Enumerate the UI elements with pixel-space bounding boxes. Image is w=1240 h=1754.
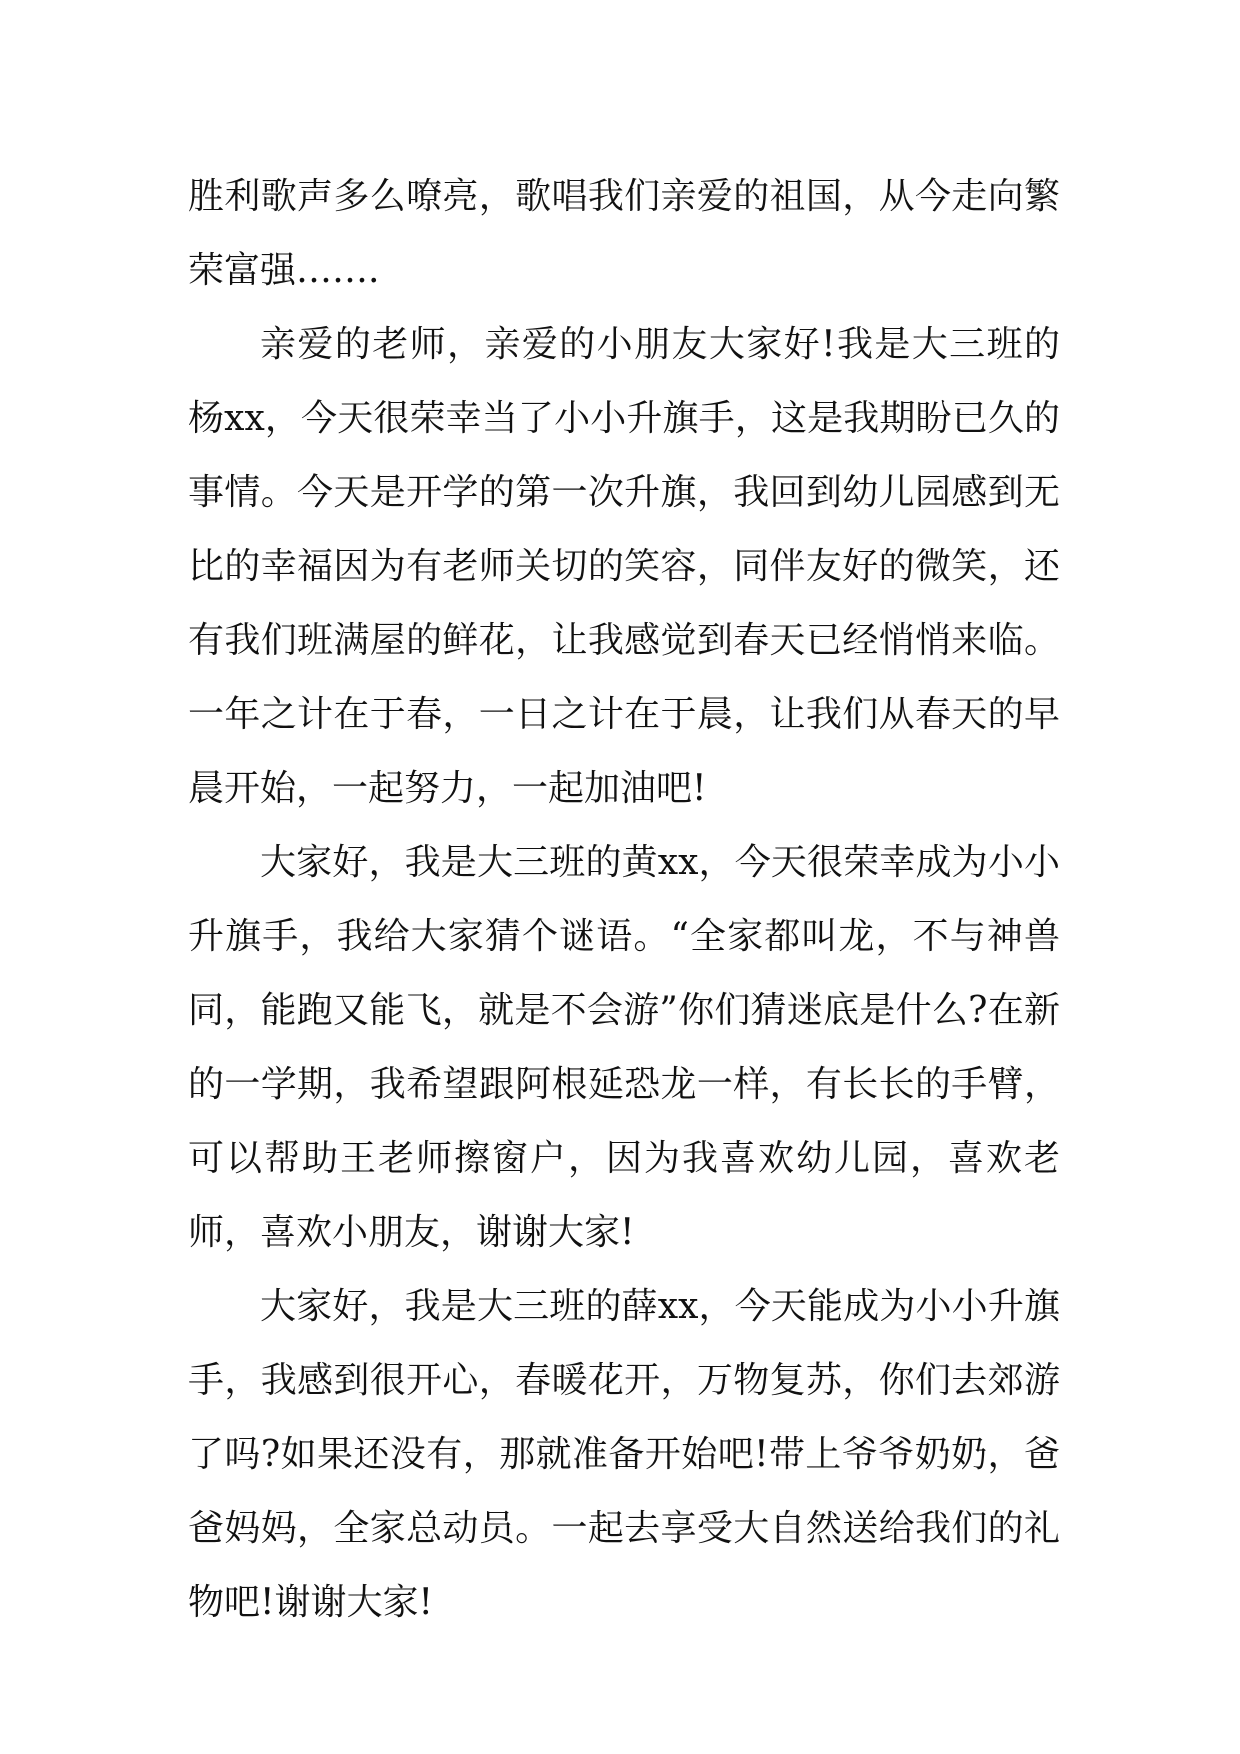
paragraph-2: 亲爱的老师，亲爱的小朋友大家好!我是大三班的杨xx，今天很荣幸当了小小升旗手，这是我期盼已久的事情。今天是开学的第一次升旗，我回到幼儿园感到无比的幸福因为有老师关切的笑容，同伴友好的微笑，还有我们班满屋的鲜花，让我感觉到春天已经悄悄来临。一年之计在于春，一日之计在于晨，让我们从春天的早晨开始，一起努力，一起加油吧!	[188, 324, 1060, 809]
paragraph-4: 大家好，我是大三班的薛xx，今天能成为小小升旗手，我感到很开心，春暖花开，万物复苏，你们去郊游了吗?如果还没有，那就准备开始吧!带上爷爷奶奶，爸爸妈妈，全家总动员。一起去享受大自然送给我们的礼物吧!谢谢大家!	[188, 1286, 1060, 1623]
paragraph-1: 胜利歌声多么嘹亮，歌唱我们亲爱的祖国，从今走向繁荣富强…….	[188, 176, 1060, 291]
document-body	[188, 160, 1060, 1640]
paragraph-3: 大家好，我是大三班的黄xx，今天很荣幸成为小小升旗手，我给大家猜个谜语。“全家都叫龙，不与神兽同，能跑又能飞，就是不会游”你们猜迷底是什么?在新的一学期，我希望跟阿根延恐龙一样，有长长的手臂，可以帮助王老师擦窗户，因为我喜欢幼儿园，喜欢老师，喜欢小朋友，谢谢大家!	[188, 842, 1060, 1253]
